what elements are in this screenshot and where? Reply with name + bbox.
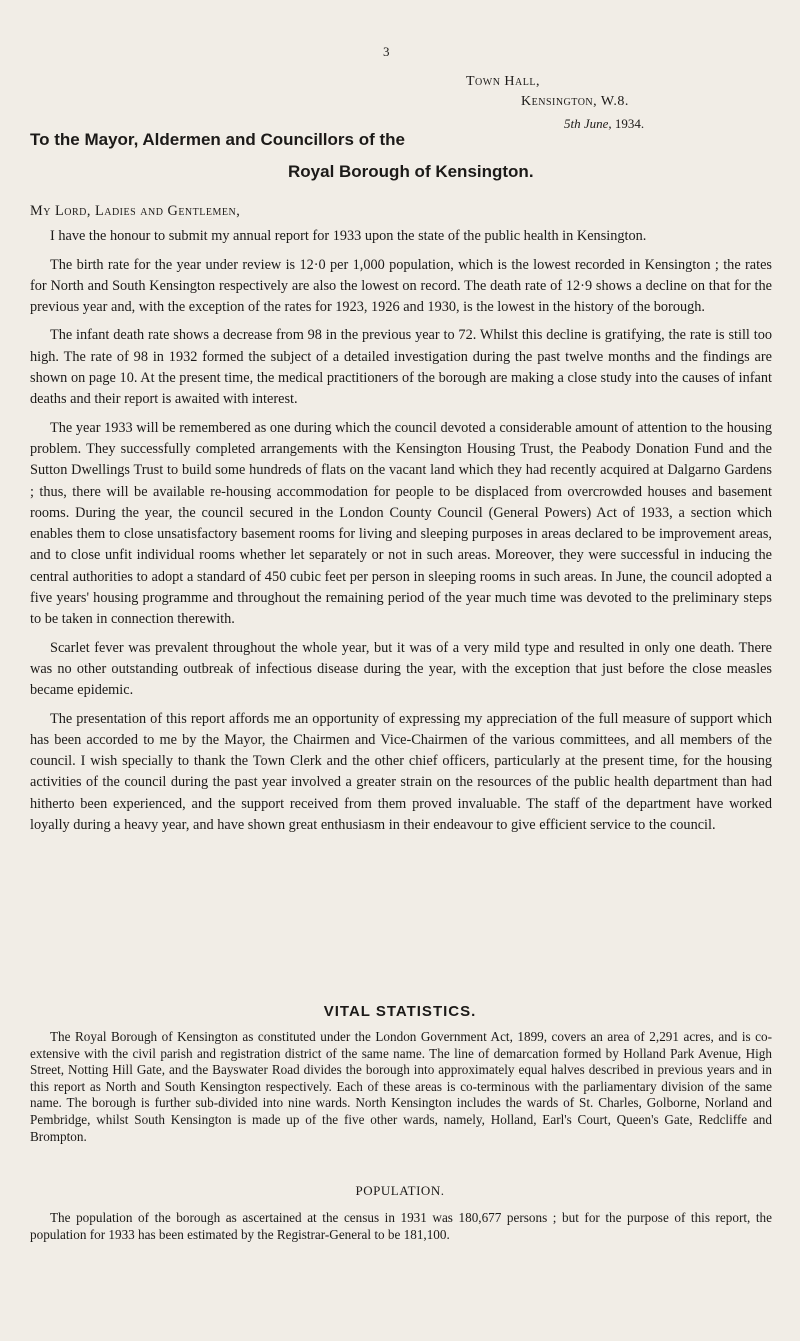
paragraph-infant-death-rate: The infant death rate shows a decrease from 98 in the previous year to 72. Whilst this decline is gratifying, the rate is still too high. The rate of 98 in 1932 formed the subject of a detailed investigation during the past twelve months and the findings are shown on page 10. At the present time, the medical practitioners of the borough are making a close study into the causes of infant deaths and their report is awaited with interest.	[30, 327, 772, 408]
vital-statistics-section	[30, 1029, 772, 1145]
paragraph-appreciation: The presentation of this report affords me an opportunity of expressing my appreciation of the full measure of support which has been accorded to me by the Mayor, the Chairmen and Vice-Chairmen of the various committees, and all members of the council. I wish specially to thank the Town Clerk and the other chief officers, particularly at the present time, for the housing activities of the council during the past year involved a greater strain on the resources of the public health department than had hitherto been experienced, and the support received from them proved invaluable. The staff of the department have worked loyally during a heavy year, and have shown great enthusiasm in their endeavour to give efficient service to the council.	[30, 710, 772, 834]
salutation: My Lord, Ladies and Gentlemen,	[30, 203, 241, 219]
paragraph-intro: I have the honour to submit my annual report for 1933 upon the state of the public health in Kensington.	[50, 228, 647, 245]
letter-date-year: 1934.	[614, 116, 645, 131]
letter-date-day: 5th June,	[564, 116, 612, 131]
vital-statistics-heading: VITAL STATISTICS.	[323, 1003, 477, 1020]
page-number: 3	[383, 44, 390, 59]
address-line-town-hall: Town Hall,	[466, 74, 540, 89]
paragraph-housing: The year 1933 will be remembered as one during which the council devoted a considerable amount of attention to the housing problem. They successfully completed arrangements with the Kensington Housing Trust, the Peabody Donation Fund and the Sutton Dwellings Trust to build some hundreds of flats on the vacant land which they had recently acquired at Dalgarno Gardens ; thus, there will be available re-housing accommodation for people to be displaced from overcrowded houses and basement rooms. During the year, the council secured in the London County Council (General Powers) Act of 1933, a section which enables them to close unsatisfactory basement rooms for living and sleeping purposes in areas declared to be improvement areas, and to close unfit individual rooms whether let separately or not in such areas. Moreover, they were successful in inducing the central authorities to adopt a standard of 450 cubic feet per person in sleeping rooms in such areas. In June, the council adopted a five years' housing programme and throughout the remaining period of the year much time was devoted to the preliminary steps to be taken in connection therewith.	[30, 419, 772, 628]
address-line-kensington: Kensington, W.8.	[521, 94, 629, 109]
addressee-heading-line2: Royal Borough of Kensington.	[288, 162, 534, 181]
population-section	[30, 1210, 772, 1243]
paragraph-birth-death-rate: The birth rate for the year under review is 12·0 per 1,000 population, which is the lowest recorded in Kensington ; the rates for North and South Kensington respectively are also the lowest on record. The death rate of 12·9 shows a decline on that for the previous year and, with the exception of the rates for 1923, 1926 and 1930, is the lowest in the history of the borough.	[30, 256, 772, 316]
population-heading: POPULATION.	[355, 1183, 445, 1198]
report-letter-body	[30, 201, 772, 843]
letter-date	[564, 116, 644, 132]
vital-statistics-paragraph: The Royal Borough of Kensington as constituted under the London Government Act, 1899, covers an area of 2,291 acres, and is co-extensive with the civil parish and registration district of the same name. The line of demarcation formed by Holland Park Avenue, High Street, Notting Hill Gate, and the Bayswater Road divides the borough into approximately equal halves described in previous years and in this report as North and South Kensington respectively. Each of these areas is co-terminous with the parliamentary division of the same name. The borough is further sub-divided into nine wards. North Kensington includes the wards of St. Charles, Golborne, Norland and Pembridge, whilst South Kensington is made up of the five other wards, namely, Holland, Earl's Court, Queen's Gate, Redcliffe and Brompton.	[30, 1029, 772, 1144]
paragraph-infectious-disease: Scarlet fever was prevalent throughout the whole year, but it was of a very mild type and resulted in only one death. There was no other outstanding outbreak of infectious disease during the year, with the exception that just before the close measles became epidemic.	[30, 639, 772, 699]
population-paragraph: The population of the borough as ascertained at the census in 1931 was 180,677 persons ; but for the purpose of this report, the population for 1933 has been estimated by the Registrar-General to be 181,100.	[30, 1210, 772, 1242]
addressee-heading-line1: To the Mayor, Aldermen and Councillors of the	[30, 130, 405, 149]
